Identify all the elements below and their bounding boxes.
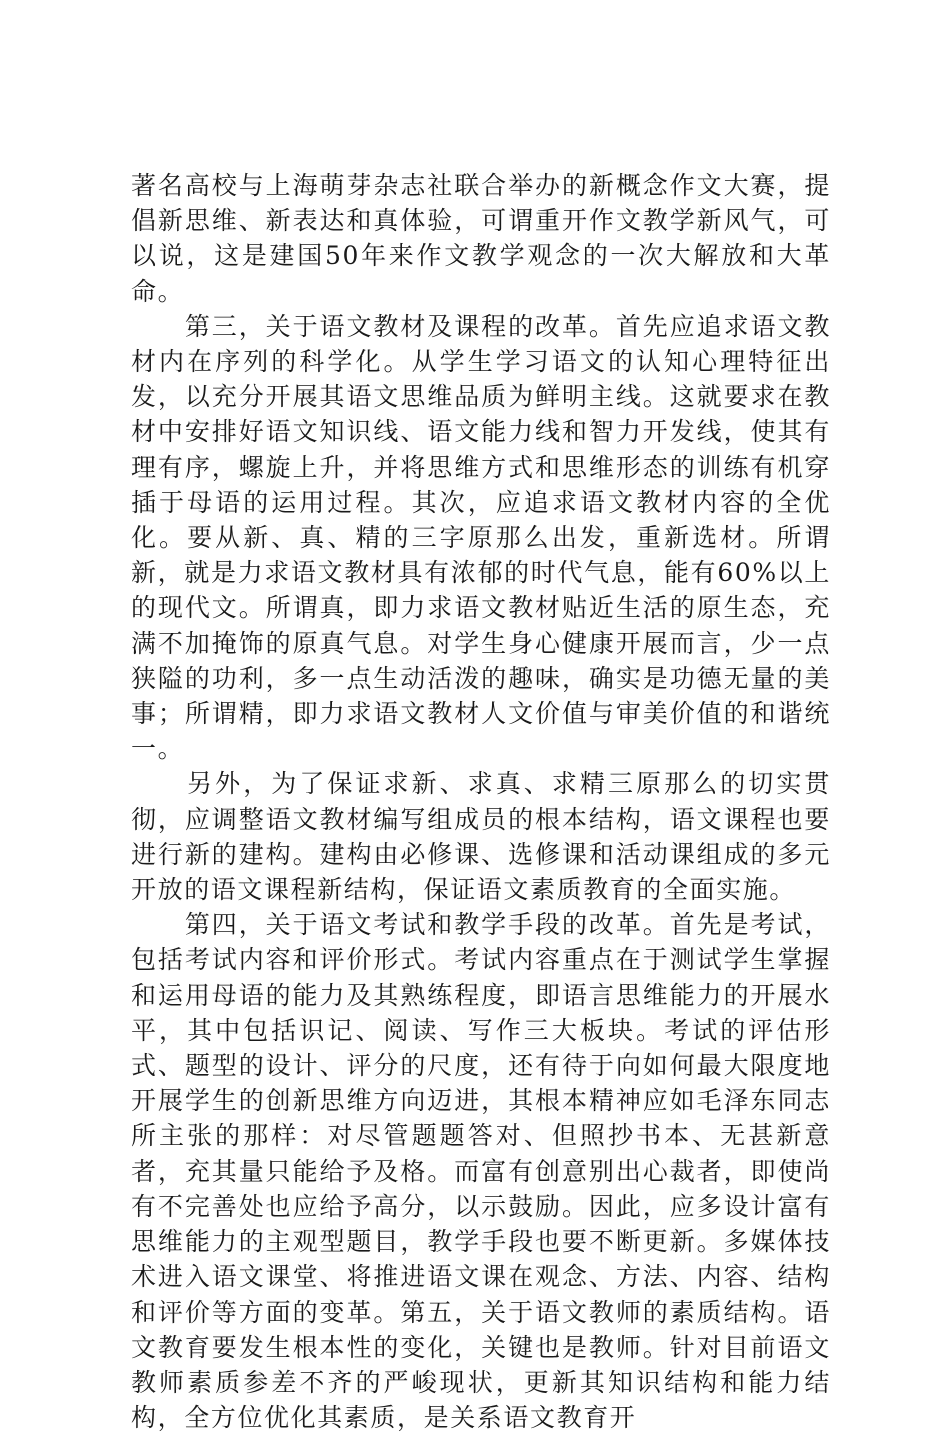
- body-text: [131, 168, 831, 1435]
- paragraph-1: 著名高校与上海萌芽杂志社联合举办的新概念作文大赛，提倡新思维、新表达和真体验，可谓重开作文教学新风气，可以说，这是建国50年来作文教学观念的一次大解放和大革命。: [131, 171, 831, 306]
- paragraph-3: 另外，为了保证求新、求真、求精三原那么的切实贯彻，应调整语文教材编写组成员的根本结构，语文课程也要进行新的建构。建构由必修课、选修课和活动课组成的多元开放的语文课程新结构，保证语文素质教育的全面实施。: [131, 769, 831, 905]
- paragraph-4: 第四，关于语文考试和教学手段的改革。首先是考试，包括考试内容和评价形式。考试内容重点在于测试学生掌握和运用母语的能力及其熟练程度，即语言思维能力的开展水平，其中包括识记、阅读、写作三大板块。考试的评估形式、题型的设计、评分的尺度，还有待于向如何最大限度地开展学生的创新思维方向迈进，其根本精神应如毛泽东同志所主张的那样：对尽管题题答对、但照抄书本、无甚新意者，充其量只能给予及格。而富有创意别出心裁者，即使尚有不完善处也应给予高分，以示鼓励。因此，应多设计富有思维能力的主观型题目，教学手段也要不断更新。多媒体技术进入语文课堂、将推进语文课在观念、方法、内容、结构和评价等方面的变革。第五，关于语文教师的素质结构。语文教育要发生根本性的变化，关键也是教师。针对目前语文教师素质参差不齐的严峻现状，更新其知识结构和能力结构，全方位优化其素质，是关系语文教育开: [131, 910, 831, 1433]
- paragraph-2: 第三，关于语文教材及课程的改革。首先应追求语文教材内在序列的科学化。从学生学习语文的认知心理特征出发，以充分开展其语文思维品质为鲜明主线。这就要求在教材中安排好语文知识线、语文能力线和智力开发线，使其有理有序，螺旋上升，并将思维方式和思维形态的训练有机穿插于母语的运用过程。其次，应追求语文教材内容的全优化。要从新、真、精的三字原那么出发，重新选材。所谓新，就是力求语文教材具有浓郁的时代气息，能有60%以上的现代文。所谓真，即力求语文教材贴近生活的原生态，充满不加掩饰的原真气息。对学生身心健康开展而言，少一点狭隘的功利，多一点生动活泼的趣味，确实是功德无量的美事；所谓精，即力求语文教材人文价值与审美价值的和谐统一。: [131, 311, 831, 764]
